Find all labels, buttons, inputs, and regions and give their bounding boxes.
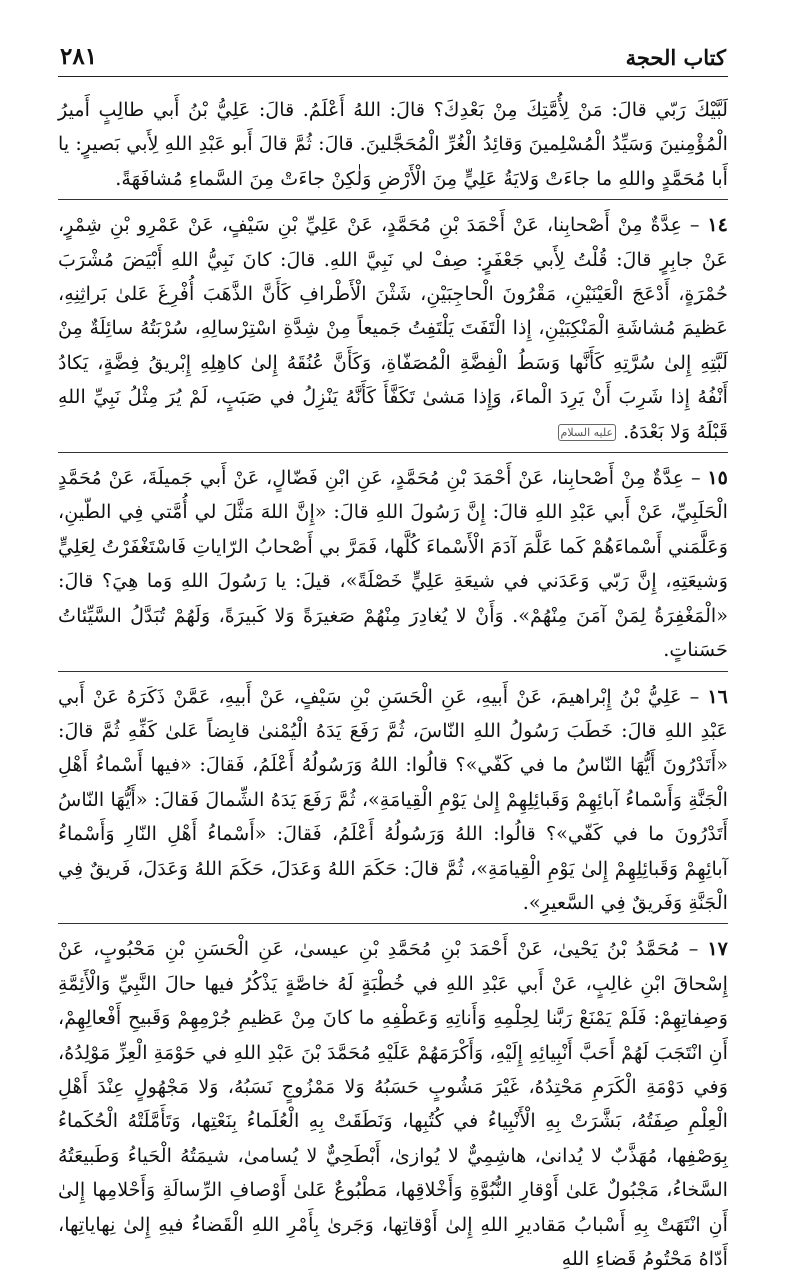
paragraph-divider: [58, 671, 728, 672]
paragraph-text: لَبَّيْكَ رَبّي قالَ: مَنْ لِأُمَّتِكَ مِنْ بَعْدِكَ؟ قالَ: اللهُ أَعْلَمُ. قالَ: عَلِيُّ بْنُ أَبي طالِبٍ أَميرُ الْمُؤْمِنينَ وَسَيِّدُ الْمُسْلِمينَ وَقائِدُ الْغُرِّ الْمُحَجَّلينَ. قالَ: ثُمَّ قالَ أَبو عَبْدِ اللهِ لِأَبي بَصيرٍ: يا أَبا مُحَمَّدٍ واللهِ ما جاءَتْ وَلايَةُ عَلِيٍّ مِنَ الْأَرْضِ وَلٰكِنْ جاءَتْ مِنَ السَّماءِ مُشافَهَةً.: [58, 98, 728, 190]
page-number: ٢٨١: [60, 43, 98, 70]
page-header: [58, 30, 728, 77]
book-title: كتاب الحجة: [625, 45, 726, 70]
hadith-paragraph: [58, 680, 728, 921]
paragraph-divider: [58, 452, 728, 453]
hadith-paragraph: [58, 461, 728, 667]
paragraph-divider: [58, 923, 728, 924]
hadith-paragraph: [58, 208, 728, 449]
hadith-paragraph: [58, 93, 728, 196]
hadith-number: ١٧: [707, 937, 728, 961]
paragraph-text: عَلِيُّ بْنُ إِبْراهيمَ، عَنْ أَبيهِ، عَنِ الْحَسَنِ بْنِ سَيْفٍ، عَنْ أَبيهِ، عَمَّنْ ذَكَرَهُ عَنْ أَبي عَبْدِ اللهِ قالَ: خَطَبَ رَسُولُ اللهِ النّاسَ، ثُمَّ رَفَعَ يَدَهُ الْيُمْنىٰ قابِضاً عَلىٰ كَفِّهِ ثُمَّ قالَ: «أَتَدْرُونَ أَيُّهَا النّاسُ ما في كَفّي»؟ قالُوا: اللهُ وَرَسُولُهُ أَعْلَمُ، فَقالَ: «فيها أَسْماءُ أَهْلِ الْجَنَّةِ وَأَسْماءُ آبائِهِمْ وَقَبائِلِهِمْ إِلىٰ يَوْمِ الْقِيامَةِ»، ثُمَّ رَفَعَ يَدَهُ الشِّمالَ فَقالَ: «أَيُّهَا النّاسُ أَتَدْرُونَ ما في كَفّي»؟ قالُوا: اللهُ وَرَسُولُهُ أَعْلَمُ، فَقالَ: «أَسْماءُ أَهْلِ النّارِ وَأَسْماءُ آبائِهِمْ وَقَبائِلِهِمْ إِلىٰ يَوْمِ الْقِيامَةِ»، ثُمَّ قالَ: حَكَمَ اللهُ وَعَدَلَ، حَكَمَ اللهُ وَعَدَلَ، فَريقٌ فِي الْجَنَّةِ وَفَريقٌ فِي السَّعيرِ».: [58, 684, 728, 914]
hadith-number: ١٦: [707, 684, 728, 708]
hadith-number: ١٥: [707, 466, 728, 490]
paragraph-text: عِدَّةٌ مِنْ أَصْحابِنا، عَنْ أَحْمَدَ بْنِ مُحَمَّدٍ، عَنْ عَلِيِّ بْنِ سَيْفٍ، عَنْ عَمْرِو بْنِ شِمْرٍ، عَنْ جابِرٍ قالَ: قُلْتُ لِأَبي جَعْفَرٍ: صِفْ لي نَبِيَّ اللهِ. قالَ: كانَ نَبِيُّ اللهِ أَبْيَضَ مُشْرَبَ حُمْرَةٍ، أَدْعَجَ الْعَيْنَيْنِ، مَقْرُونَ الْحاجِبَيْنِ، شَثْنَ الْأَطْرافِ كَأَنَّ الذَّهَبَ أُفْرِغَ عَلىٰ بَراثِنِهِ، عَظيمَ مُشاشَةِ الْمَنْكِبَيْنِ، إِذا الْتَفَتَ يَلْتَفِتُ جَميعاً مِنْ شِدَّةِ اسْتِرْسالِهِ، سُرْبَتُهُ سائِلَةٌ مِنْ لَبَّتِهِ إِلىٰ سُرَّتِهِ كَأَنَّها وَسَطُ الْفِضَّةِ الْمُصَفّاةِ، وَكَأَنَّ عُنُقَهُ إِلىٰ كاهِلِهِ إِبْريقُ فِضَّةٍ، يَكادُ أَنْفُهُ إِذا شَرِبَ أَنْ يَرِدَ الْماءَ، وَإِذا مَشىٰ تَكَفَّأَ كَأَنَّهُ يَنْزِلُ في صَبَبٍ، لَمْ يُرَ مِثْلُ نَبِيِّ اللهِ قَبْلَهُ وَلا بَعْدَهُ.: [58, 213, 728, 443]
paragraph-divider: [58, 199, 728, 200]
page-body: [58, 93, 728, 1276]
hadith-number: ١٤: [707, 213, 728, 237]
hadith-paragraph: [58, 932, 728, 1276]
number-dash: –: [681, 684, 700, 708]
paragraph-text: عِدَّةٌ مِنْ أَصْحابِنا، عَنْ أَحْمَدَ بْنِ مُحَمَّدٍ، عَنِ ابْنِ فَضّالٍ، عَنْ أَبي جَميلَةَ، عَنْ مُحَمَّدٍ الْحَلَبِيِّ، عَنْ أَبي عَبْدِ اللهِ قالَ: إِنَّ رَسُولَ اللهِ قالَ: «إِنَّ اللهَ مَثَّلَ لي أُمَّتي فِي الطّينِ، وَعَلَّمَني أَسْماءَهُمْ كَما عَلَّمَ آدَمَ الْأَسْماءَ كُلَّها، فَمَرَّ بي أَصْحابُ الرّاياتِ فَاسْتَغْفَرْتُ لِعَلِيٍّ وَشيعَتِهِ، إِنَّ رَبّي وَعَدَني في شيعَةِ عَلِيٍّ خَصْلَةً»، قيلَ: يا رَسُولَ اللهِ وَما هِيَ؟ قالَ: «الْمَغْفِرَةُ لِمَنْ آمَنَ مِنْهُمْ». وَأَنْ لا يُغادِرَ مِنْهُمْ صَغيرَةً وَلا كَبيرَةً، وَلَهُمْ تُبَدَّلُ السَّيِّئاتُ حَسَناتٍ.: [58, 466, 728, 662]
number-dash: –: [682, 213, 700, 237]
number-dash: –: [679, 937, 699, 961]
paragraph-text: مُحَمَّدُ بْنُ يَحْيىٰ، عَنْ أَحْمَدَ بْنِ مُحَمَّدِ بْنِ عيسىٰ، عَنِ الْحَسَنِ بْنِ مَحْبُوبٍ، عَنْ إِسْحاقَ ابْنِ غالِبٍ، عَنْ أَبي عَبْدِ اللهِ في خُطْبَةٍ لَهُ خاصَّةٍ يَذْكُرُ فيها حالَ النَّبِيِّ وَالْأَئِمَّةِ وَصِفاتِهِمْ: فَلَمْ يَمْنَعْ رَبَّنا لِحِلْمِهِ وَأَناتِهِ وَعَطْفِهِ ما كانَ مِنْ عَظيمِ جُرْمِهِمْ وَقَبيحِ أَفْعالِهِمْ، أَنِ انْتَجَبَ لَهُمْ أَحَبَّ أَنْبِيائِهِ إِلَيْهِ، وَأَكْرَمَهُمْ عَلَيْهِ مُحَمَّدَ بْنَ عَبْدِ اللهِ في حَوْمَةِ الْعِزِّ مَوْلِدُهُ، وَفي دَوْمَةِ الْكَرَمِ مَحْتِدُهُ، غَيْرَ مَشُوبٍ حَسَبُهُ وَلا مَمْزُوجٍ نَسَبُهُ، وَلا مَجْهُولٍ عِنْدَ أَهْلِ الْعِلْمِ صِفَتُهُ، بَشَّرَتْ بِهِ الْأَنْبِياءُ في كُتُبِها، وَنَطَقَتْ بِهِ الْعُلَماءُ بِنَعْتِها، وَتَأَمَّلَتْهُ الْحُكَماءُ بِوَصْفِها، مُهَذَّبٌ لا يُدانىٰ، هاشِمِيٌّ لا يُوازىٰ، أَبْطَحِيٌّ لا يُسامىٰ، شيمَتُهُ الْحَياءُ وَطَبيعَتُهُ السَّخاءُ، مَجْبُولٌ عَلىٰ أَوْقارِ النُّبُوَّةِ وَأَخْلاقِها، مَطْبُوعٌ عَلىٰ أَوْصافِ الرِّسالَةِ وَأَحْلامِها إِلىٰ أَنِ انْتَهَتْ بِهِ أَسْبابُ مَقاديرِ اللهِ إِلىٰ أَوْقاتِها، وَجَرىٰ بِأَمْرِ اللهِ الْقَضاءُ فيهِ إِلىٰ نِهاياتِها، أَدّاهُ مَحْتُومُ قَضاءِ اللهِ: [58, 937, 728, 1270]
honorific-ligature-icon: عليه السلام: [558, 424, 617, 441]
number-dash: –: [684, 466, 701, 490]
